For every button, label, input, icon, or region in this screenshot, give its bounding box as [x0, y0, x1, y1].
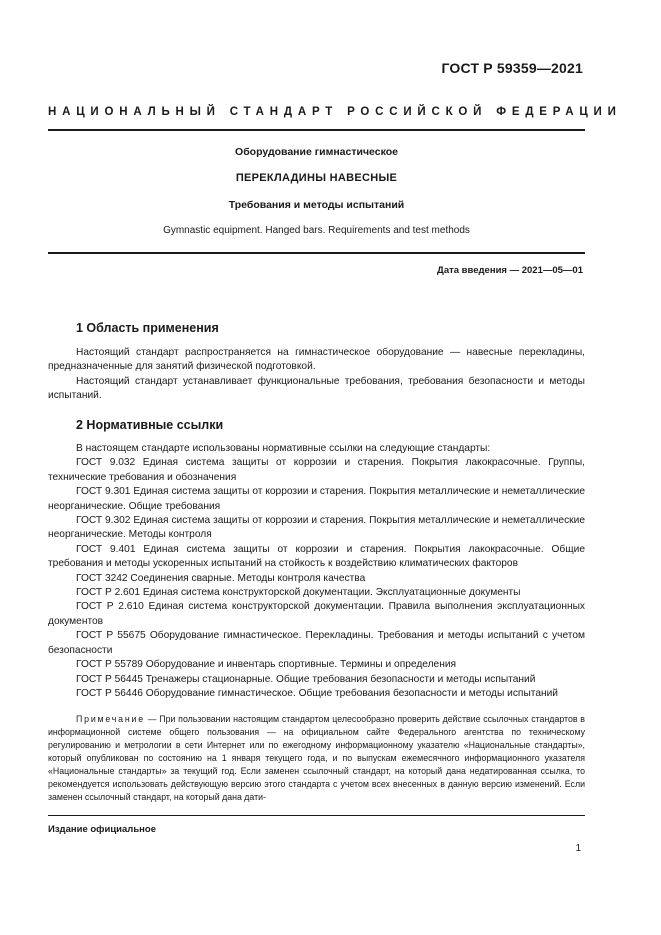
introduction-date: Дата введения — 2021—05—01 [437, 265, 583, 276]
section-2-body [48, 442, 585, 701]
section-1-heading: 1 Область применения [76, 321, 219, 335]
section-2-heading: 2 Нормативные ссылки [76, 418, 224, 432]
reference-item: ГОСТ Р 56446 Оборудование гимнастическое. Общие требования безопасности и методы испытаний [76, 687, 558, 699]
reference-item: ГОСТ Р 55789 Оборудование и инвентарь спортивные. Термины и определения [76, 659, 457, 671]
reference-item: ГОСТ Р 55675 Оборудование гимнастическое. Перекладины. Требования и методы испытаний с учетом безопасности [48, 630, 585, 656]
page-number: 1 [575, 843, 581, 854]
note-block [48, 713, 585, 804]
document-number: ГОСТ Р 59359—2021 [441, 60, 583, 76]
note-paragraph [48, 713, 585, 804]
title-english: Gymnastic equipment. Hanged bars. Requirements and test methods [163, 225, 470, 236]
national-standard-banner: НАЦИОНАЛЬНЫЙ СТАНДАРТ РОССИЙСКОЙ ФЕДЕРАЦИИ [48, 106, 622, 118]
official-edition-label: Издание официальное [48, 824, 156, 835]
reference-item: ГОСТ 3242 Соединения сварные. Методы контроля качества [76, 572, 366, 584]
title-group: Оборудование гимнастическое [235, 146, 398, 158]
note-label: Примечание [76, 714, 145, 724]
reference-item: ГОСТ Р 56445 Тренажеры стационарные. Общие требования безопасности и методы испытаний [76, 673, 536, 685]
reference-item: ГОСТ Р 2.610 Единая система конструкторской документации. Правила выполнения эксплуатационных документов [48, 601, 585, 627]
footer-divider [48, 815, 585, 816]
note-text: — При пользовании настоящим стандартом целесообразно проверить действие ссылочных стандартов в информационной системе общего пользования — на официальном сайте Федерального агентства по техническому регулированию и метрологии в сети Интернет или по ежегодному информационному указателю «Национальные стандарты», который опубликован по состоянию на 1 января текущего года, и по выпускам ежемесячного информационного указателя «Национальные стандарты» за текущий год. Если заменен ссылочный стандарт, на который дана недатированная ссылка, то рекомендуется использовать действующую версию этого стандарта с учетом всех внесенных в данную версию изменений. Если заменен ссылочный стандарт, на который дана дати- [48, 714, 585, 802]
section-1-body [48, 346, 585, 404]
title-sub: Требования и методы испытаний [228, 199, 405, 211]
reference-item: ГОСТ 9.301 Единая система защиты от коррозии и старения. Покрытия металлические и неметаллические неорганические. Общие требования [48, 486, 585, 512]
top-divider [48, 129, 585, 131]
reference-item: ГОСТ Р 2.601 Единая система конструкторской документации. Эксплуатационные документы [76, 587, 521, 599]
paragraph: В настоящем стандарте использованы нормативные ссылки на следующие стандарты: [76, 443, 491, 454]
paragraph: Настоящий стандарт устанавливает функциональные требования, требования безопасности и методы испытаний. [48, 375, 585, 402]
title-main: ПЕРЕКЛАДИНЫ НАВЕСНЫЕ [235, 172, 398, 184]
reference-item: ГОСТ 9.302 Единая система защиты от коррозии и старения. Покрытия металлические и неметаллические неорганические. Методы контроля [48, 515, 585, 541]
paragraph: Настоящий стандарт распространяется на гимнастическое оборудование — навесные перекладины, предназначенные для занятий физической подготовкой. [48, 347, 585, 373]
title-divider [48, 252, 585, 254]
reference-item: ГОСТ 9.032 Единая система защиты от коррозии и старения. Покрытия лакокрасочные. Группы, технические требования и обозначения [48, 457, 585, 483]
reference-item: ГОСТ 9.401 Единая система защиты от коррозии и старения. Покрытия лакокрасочные. Общие требования и методы ускоренных испытаний на стойкость к воздействию климатических факторов [48, 543, 585, 570]
